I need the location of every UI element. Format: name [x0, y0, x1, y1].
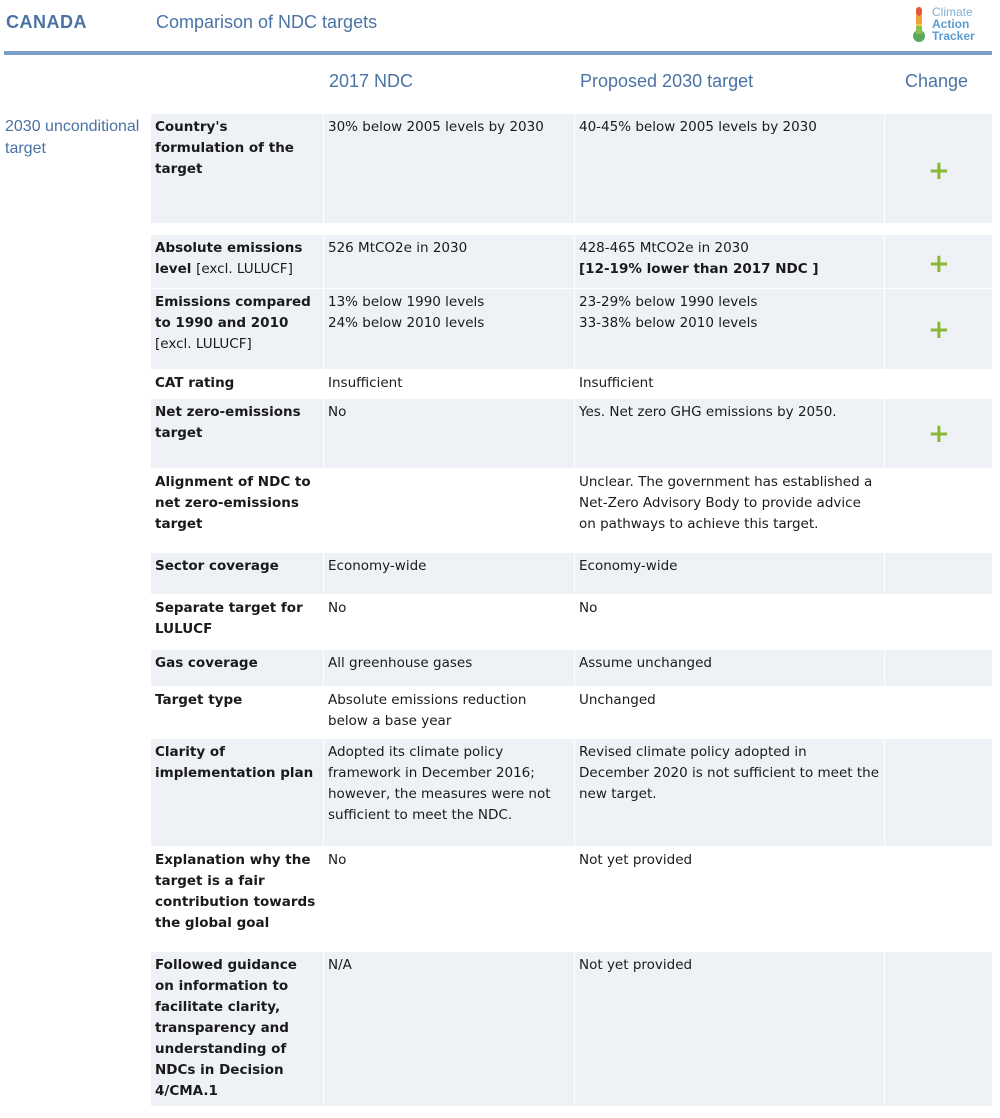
table-row: [151, 370, 992, 398]
proposed-2030-cell: [575, 469, 884, 552]
proposed-2030-cell: [575, 952, 884, 1106]
ndc-2017-value: No: [328, 600, 347, 616]
change-cell: [885, 114, 992, 223]
row-label-cell: [151, 847, 323, 951]
change-cell: [885, 952, 992, 1106]
table-row: [151, 687, 992, 738]
proposed-2030-value: Not yet provided: [579, 852, 693, 868]
ndc-2017-value: No: [328, 852, 347, 868]
ndc-2017-cell: [324, 739, 574, 846]
ndc-2017-cell: [324, 469, 574, 552]
ndc-2017-cell: [324, 370, 574, 398]
ndc-2017-value: No: [328, 404, 347, 420]
proposed-2030-cell: [575, 595, 884, 649]
proposed-2030-cell: [575, 289, 884, 369]
row-label: Target type: [155, 692, 243, 708]
ndc-2017-value: 24% below 2010 levels: [328, 315, 485, 331]
plus-icon: +: [928, 156, 950, 186]
table-row: [151, 235, 992, 288]
ndc-2017-value: Adopted its climate policy framework in December 2016; however, the measures were not sufficient to meet the NDC.: [328, 744, 551, 823]
proposed-2030-value: Unclear. The government has established a Net-Zero Advisory Body to provide advice on pathways to achieve this target.: [579, 474, 873, 532]
ndc-2017-cell: [324, 399, 574, 468]
ndc-2017-cell: [324, 114, 574, 223]
change-cell: [885, 370, 992, 398]
row-label-suffix: [excl. LULUCF]: [155, 336, 252, 352]
row-label-suffix: [excl. LULUCF]: [196, 261, 293, 277]
row-label-cell: [151, 114, 323, 223]
row-label: Followed guidance on information to facilitate clarity, transparency and understanding of NDCs in Decision 4/CMA.1: [155, 957, 297, 1099]
proposed-2030-cell: [575, 687, 884, 738]
row-label-cell: [151, 553, 323, 594]
proposed-2030-value: 23-29% below 1990 levels: [579, 294, 758, 310]
thermometer-icon: [910, 6, 928, 44]
row-label-cell: [151, 235, 323, 288]
row-label-cell: [151, 399, 323, 468]
proposed-2030-value: 33-38% below 2010 levels: [579, 315, 758, 331]
section-label: 2030 unconditional target: [5, 118, 140, 157]
row-label: Alignment of NDC to net zero-emissions target: [155, 474, 311, 532]
plus-icon: +: [928, 419, 950, 449]
row-label: Gas coverage: [155, 655, 258, 671]
row-label: CAT rating: [155, 375, 235, 391]
ndc-2017-cell: [324, 235, 574, 288]
proposed-2030-value: Yes. Net zero GHG emissions by 2050.: [579, 404, 837, 420]
table-row: [151, 847, 992, 951]
proposed-2030-cell: [575, 114, 884, 223]
proposed-2030-value: 40-45% below 2005 levels by 2030: [579, 119, 817, 135]
proposed-2030-cell: [575, 553, 884, 594]
change-cell: [885, 687, 992, 738]
proposed-2030-value: No: [579, 600, 598, 616]
row-label: Explanation why the target is a fair contribution towards the global goal: [155, 852, 316, 931]
country-title: CANADA: [6, 12, 87, 32]
proposed-2030-cell: [575, 399, 884, 468]
plus-icon: +: [928, 315, 950, 345]
row-label-cell: [151, 370, 323, 398]
ndc-2017-value: Absolute emissions reduction below a base year: [328, 692, 527, 729]
logo-text: Climate Action Tracker: [932, 5, 975, 43]
row-label: Absolute emissions level: [155, 240, 303, 277]
row-label-cell: [151, 739, 323, 846]
header-divider: [4, 51, 992, 55]
ndc-2017-value: All greenhouse gases: [328, 655, 473, 671]
proposed-2030-note: [12-19% lower than 2017 NDC ]: [579, 261, 819, 277]
table-row: [151, 399, 992, 468]
ndc-2017-value: Insufficient: [328, 375, 403, 391]
table-row: [151, 114, 992, 223]
ndc-2017-cell: [324, 650, 574, 686]
change-cell: [885, 595, 992, 649]
row-label-cell: [151, 469, 323, 552]
table-row: [151, 952, 992, 1106]
proposed-2030-cell: [575, 650, 884, 686]
ndc-2017-value: Economy-wide: [328, 558, 427, 574]
proposed-2030-value: Not yet provided: [579, 957, 693, 973]
proposed-2030-value: Assume unchanged: [579, 655, 712, 671]
column-header-proposed-2030: Proposed 2030 target: [580, 71, 754, 91]
ndc-2017-cell: [324, 289, 574, 369]
row-label: Country's formulation of the target: [155, 119, 294, 177]
row-label: Separate target for LULUCF: [155, 600, 303, 637]
row-label-cell: [151, 595, 323, 649]
table-row: [151, 469, 992, 552]
change-cell: [885, 553, 992, 594]
ndc-2017-cell: [324, 952, 574, 1106]
change-cell: [885, 235, 992, 288]
plus-icon: +: [928, 249, 950, 279]
proposed-2030-cell: [575, 847, 884, 951]
table-row: [151, 739, 992, 846]
page-title: Comparison of NDC targets: [156, 12, 378, 32]
table-row: [151, 595, 992, 649]
ndc-2017-cell: [324, 553, 574, 594]
ndc-2017-value: 526 MtCO2e in 2030: [328, 240, 468, 256]
ndc-2017-cell: [324, 687, 574, 738]
row-label: Emissions compared to 1990 and 2010: [155, 294, 311, 331]
change-cell: [885, 399, 992, 468]
proposed-2030-cell: [575, 739, 884, 846]
table-row: [151, 553, 992, 594]
ndc-2017-cell: [324, 595, 574, 649]
change-cell: [885, 739, 992, 846]
table-row: [151, 289, 992, 369]
change-cell: [885, 469, 992, 552]
table-row: [151, 650, 992, 686]
column-header-2017-ndc: 2017 NDC: [329, 71, 414, 91]
proposed-2030-value: Insufficient: [579, 375, 654, 391]
proposed-2030-value: Revised climate policy adopted in December 2020 is not sufficient to meet the new target.: [579, 744, 880, 802]
proposed-2030-value: Unchanged: [579, 692, 656, 708]
ndc-2017-value: 13% below 1990 levels: [328, 294, 485, 310]
change-cell: [885, 289, 992, 369]
proposed-2030-value: Economy-wide: [579, 558, 678, 574]
proposed-2030-cell: [575, 370, 884, 398]
proposed-2030-cell: [575, 235, 884, 288]
row-label-cell: [151, 687, 323, 738]
change-cell: [885, 650, 992, 686]
climate-action-tracker-logo: [910, 6, 995, 46]
row-label: Clarity of implementation plan: [155, 744, 314, 781]
ndc-2017-value: 30% below 2005 levels by 2030: [328, 119, 544, 135]
row-label-cell: [151, 289, 323, 369]
ndc-2017-cell: [324, 847, 574, 951]
column-header-change: Change: [905, 71, 969, 91]
row-label-cell: [151, 952, 323, 1106]
ndc-2017-value: N/A: [328, 957, 352, 973]
row-label-cell: [151, 650, 323, 686]
row-label: Net zero-emissions target: [155, 404, 301, 441]
change-cell: [885, 847, 992, 951]
proposed-2030-value: 428-465 MtCO2e in 2030: [579, 240, 749, 256]
row-label: Sector coverage: [155, 558, 279, 574]
